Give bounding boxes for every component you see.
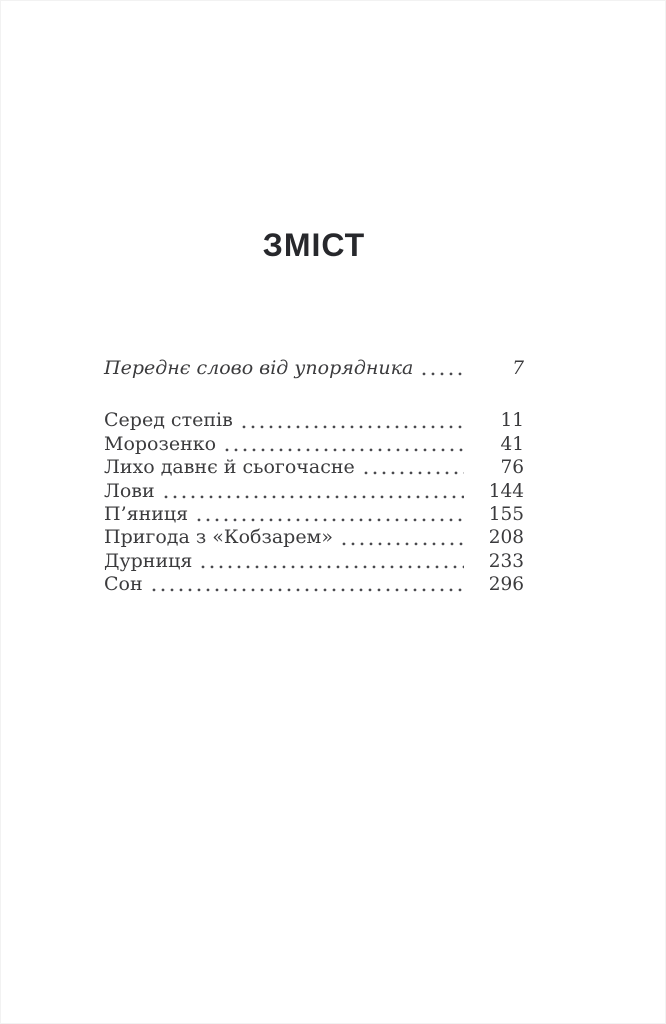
dot-leader xyxy=(342,526,464,549)
dot-leader xyxy=(364,456,464,479)
toc-entry-page-number: 76 xyxy=(500,457,524,479)
toc-entry-label: Лови xyxy=(104,479,155,502)
toc-entry-label: Дурниця xyxy=(104,549,193,572)
dot-leader xyxy=(152,573,464,596)
toc-entry-page-number: 208 xyxy=(488,527,524,549)
toc-preface-row xyxy=(104,357,524,380)
toc-entry-label: Пригода з «Кобзарем» xyxy=(104,526,333,549)
dot-leader xyxy=(422,357,464,380)
toc-entry-label: Переднє слово від упорядника xyxy=(104,357,414,379)
toc-entry-label: Серед степів xyxy=(104,409,233,432)
dot-leader xyxy=(242,409,464,432)
toc-entry-page-number: 144 xyxy=(488,480,524,502)
toc-entry-row xyxy=(104,503,524,526)
toc-entry-label: П’яниця xyxy=(104,502,189,525)
toc-entry-row xyxy=(104,480,524,503)
toc-entry-page-number: 296 xyxy=(488,574,524,596)
toc-entry-label: Морозенко xyxy=(104,432,217,455)
toc-entry-row xyxy=(104,573,524,596)
dot-leader xyxy=(197,503,464,526)
toc-entry-row xyxy=(104,456,524,479)
toc-entry-page-number: 7 xyxy=(512,358,524,379)
toc-entry-row xyxy=(104,409,524,432)
toc-entry-row xyxy=(104,433,524,456)
toc-entry-row xyxy=(104,550,524,573)
dot-leader xyxy=(164,480,464,503)
toc-entry-page-number: 41 xyxy=(500,433,524,455)
toc-entry-page-number: 155 xyxy=(488,503,524,525)
toc-entry-label: Лихо давнє й сьогочасне xyxy=(104,456,355,479)
contents-title: ЗМІСТ xyxy=(262,227,366,263)
dot-leader xyxy=(225,433,464,456)
toc-entry-list xyxy=(104,409,524,596)
dot-leader xyxy=(201,550,464,573)
toc-entry-label: Сон xyxy=(104,573,143,596)
toc-entry-row xyxy=(104,526,524,549)
toc-entry-page-number: 11 xyxy=(500,410,524,432)
toc-entry-page-number: 233 xyxy=(488,550,524,572)
table-of-contents xyxy=(104,225,524,597)
